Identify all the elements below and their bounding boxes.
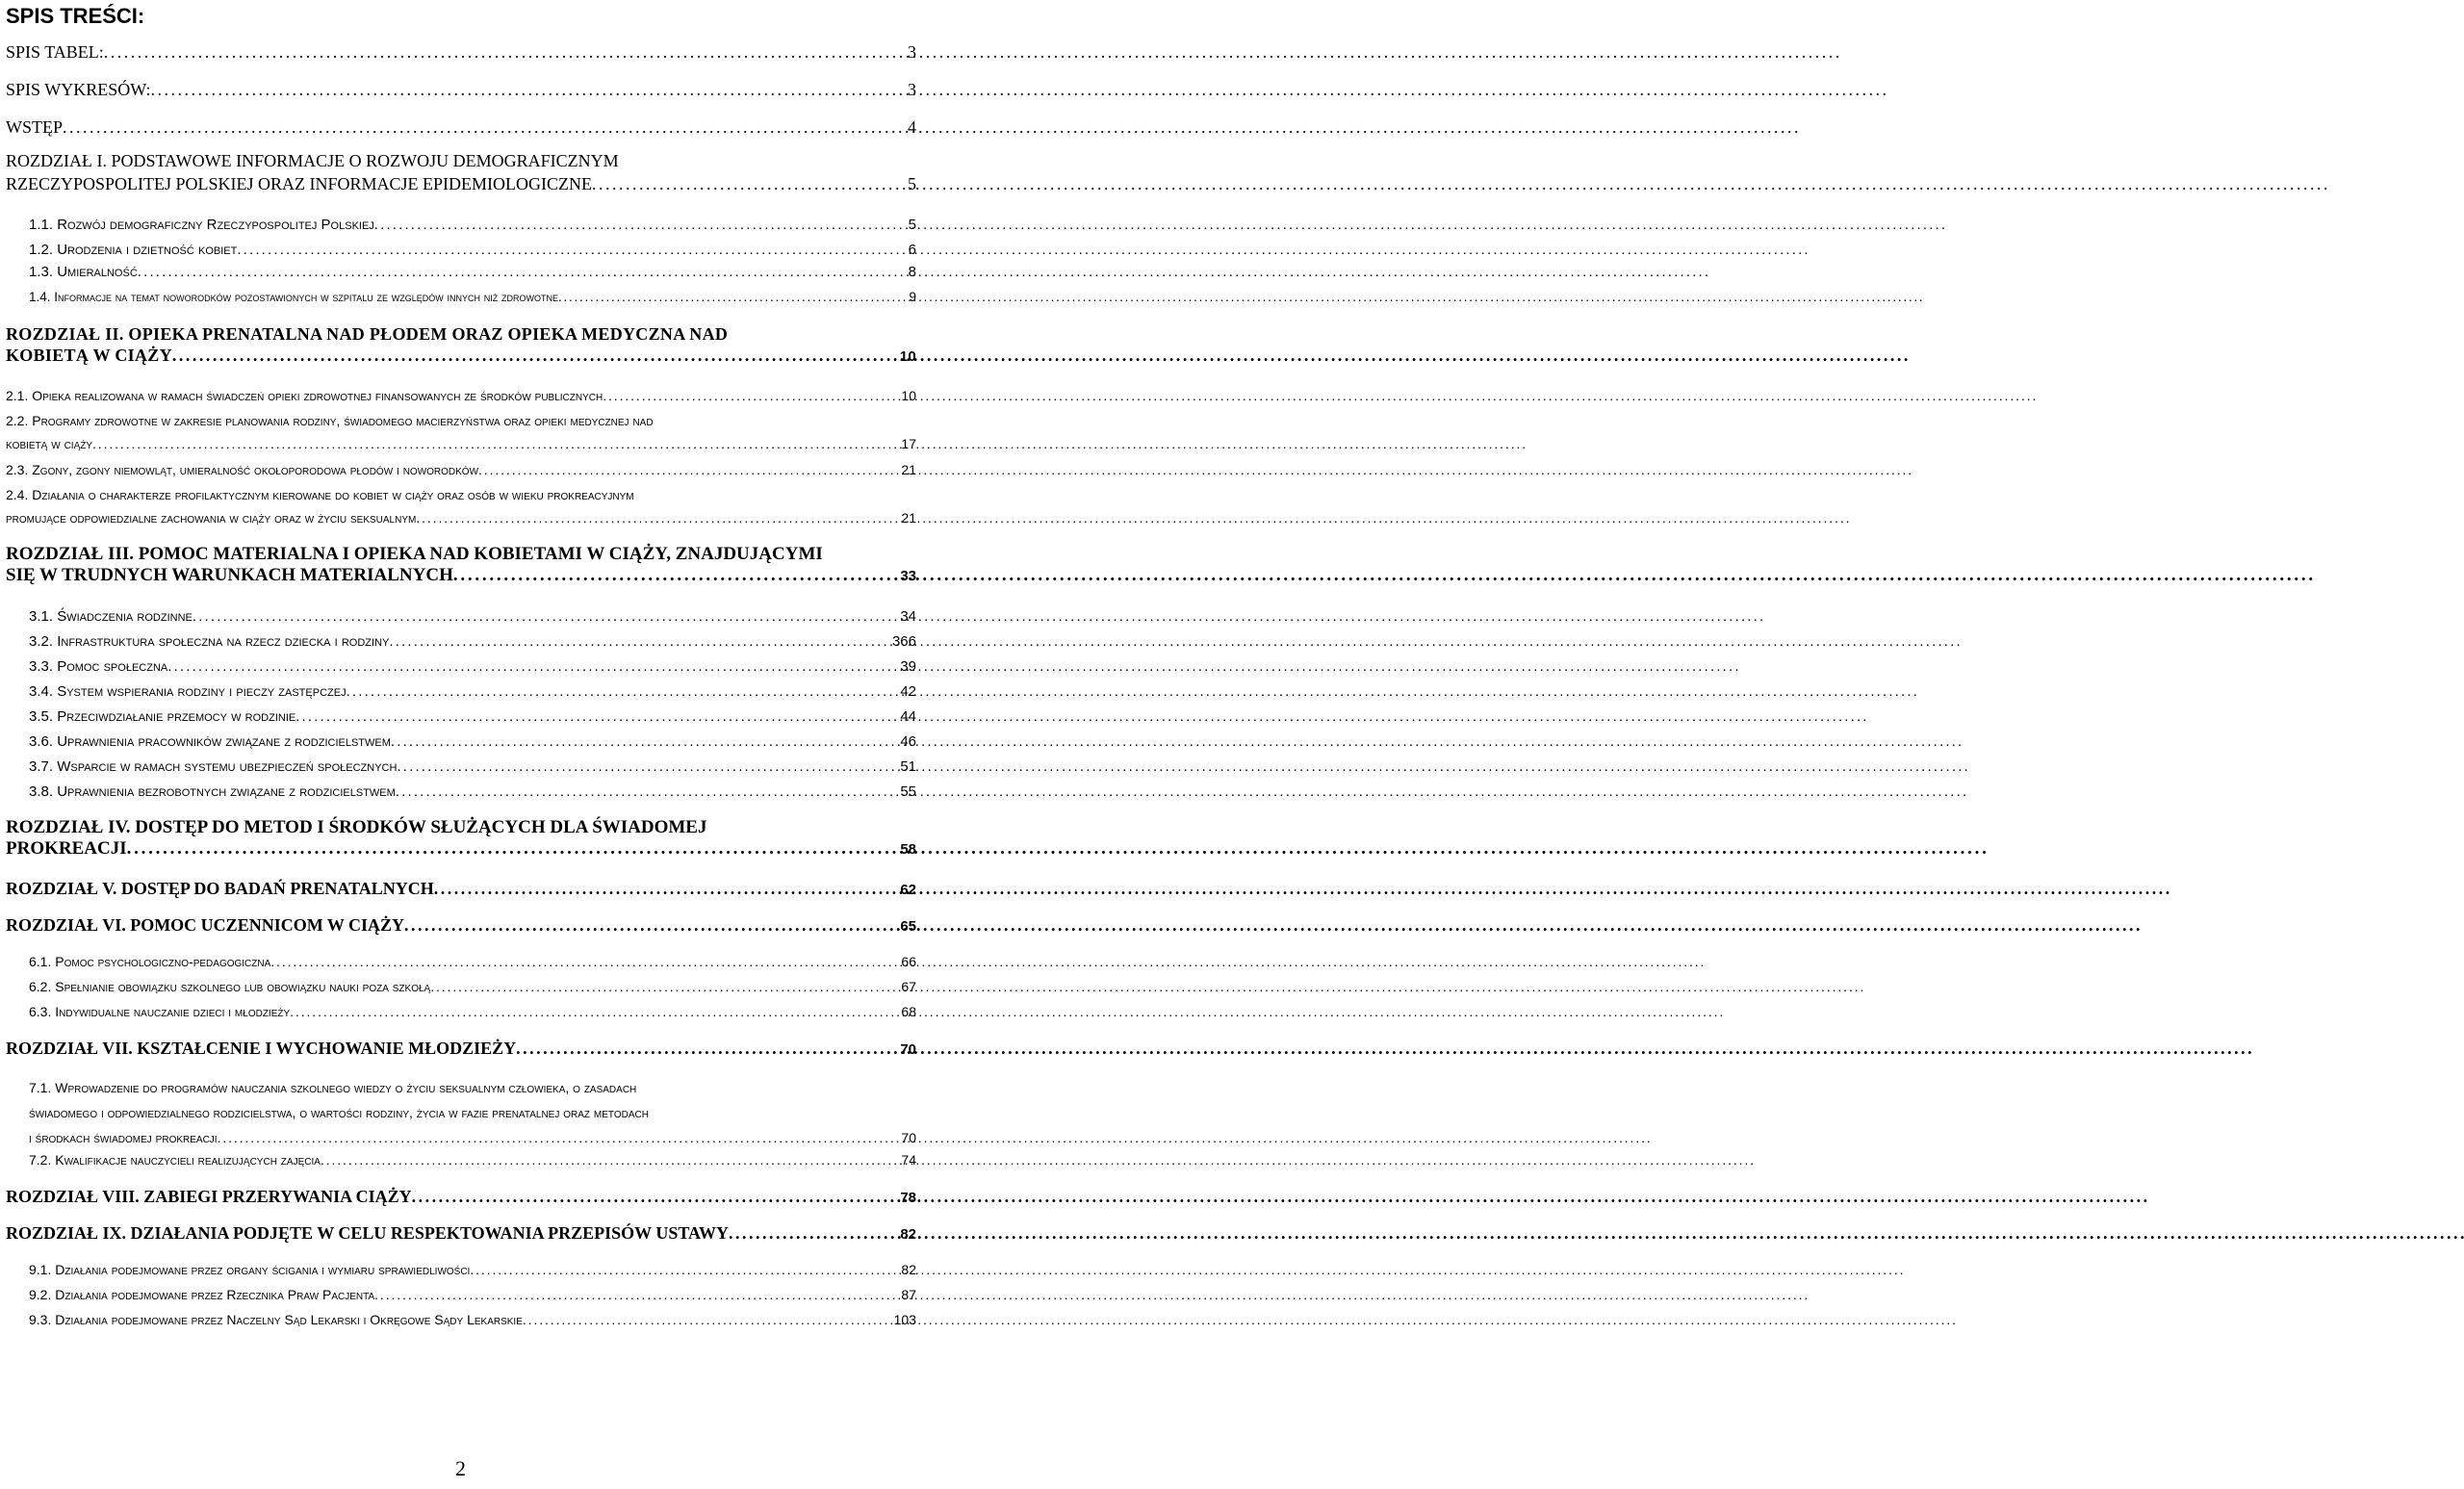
page-number: 3 (908, 80, 916, 99)
page-number: 103 (893, 1312, 916, 1327)
footer-page-number: 2 (455, 1456, 466, 1480)
page-number: 5 (908, 174, 916, 193)
page-number: 70 (901, 1130, 916, 1145)
toc-entry-1-3[interactable]: 1.3. Umieralność . . . 8 (29, 264, 916, 281)
page-number: 70 (900, 1041, 916, 1058)
page-number: 74 (901, 1152, 916, 1168)
page-number: 82 (901, 1262, 916, 1277)
page-number: 78 (900, 1190, 916, 1206)
toc-entry-9-2[interactable]: 9.2. Działania podejmowane przez Rzecznika Praw Pacjenta . . . 87 (29, 1286, 916, 1303)
page-number: 3 (908, 42, 916, 62)
toc-entry-9-3[interactable]: 9.3. Działania podejmowane przez Naczelny Sąd Lekarski i Okręgowe Sądy Lekarskie . . . 103 (29, 1311, 916, 1328)
toc-entry-1-1[interactable]: 1.1. Rozwój demograficzny Rzeczypospolitej Polskiej . . . 5 (29, 217, 916, 234)
toc-entry-1-4[interactable]: 1.4. Informacje na temat noworodków pozostawionych w szpitalu ze względów innych niż zdrowotne . . . 9 (29, 289, 916, 306)
toc-entry-2-4[interactable]: 2.4. Działania o charakterze profilaktycznym kierowane do kobiet w ciąży oraz osób w wieku prokreacyjnym promujące odpowiedzialne zachowania w ciąży oraz w życiu seksualnym . . . 21 (6, 484, 916, 528)
page-number: 17 (901, 436, 916, 451)
page-number: 33 (900, 568, 916, 584)
toc-entry-6-3[interactable]: 6.3. Indywidualne nauczanie dzieci i młodzieży . . . 68 (29, 1003, 916, 1020)
page-number: 42 (900, 683, 916, 700)
toc-entry-9-1[interactable]: 9.1. Działania podejmowane przez organy ścigania i wymiaru sprawiedliwości . . . 82 (29, 1261, 916, 1278)
toc-entry-2-1[interactable]: 2.1. Opieka realizowana w ramach świadczeń opieki zdrowotnej finansowanych ze środków publicznych . . . 10 (6, 385, 916, 406)
toc-entry-chapter-2[interactable]: ROZDZIAŁ II. OPIEKA PRENATALNA NAD PŁODEM ORAZ OPIEKA MEDYCZNA NAD KOBIETĄ W CIĄŻY . . . 10 (6, 323, 916, 368)
page-title: SPIS TREŚCI: (6, 4, 145, 28)
toc-entry-3-7[interactable]: 3.7. Wsparcie w ramach systemu ubezpieczeń społecznych . . . 51 (29, 758, 916, 776)
page-number: 55 (900, 783, 916, 800)
page-number: 8 (908, 264, 916, 280)
toc-entry-chapter-4[interactable]: ROZDZIAŁ IV. DOSTĘP DO METOD I ŚRODKÓW SŁUŻĄCYCH DLA ŚWIADOMEJ PROKREACJI . . . 58 (6, 817, 916, 860)
toc-entry-chapter-7[interactable]: ROZDZIAŁ VII. KSZTAŁCENIE I WYCHOWANIE MŁODZIEŻY . . . 70 (6, 1038, 916, 1061)
page-number: 34 (900, 608, 916, 625)
page-number: 66 (901, 954, 916, 969)
page-number: 44 (900, 708, 916, 725)
page-number: 46 (900, 733, 916, 750)
page-number: 67 (901, 979, 916, 994)
toc-entry-7-1[interactable]: 7.1. Wprowadzenie do programów nauczania szkolnego wiedzy o życiu seksualnym człowieka, o zasadach świadomego i odpowiedzialnego rodzicielstwa, o wartości rodziny, życia w fazie prenatalnej oraz metodach i środkach świadomej prokreacji . . . 70 (29, 1075, 916, 1150)
toc-entry-chapter-9[interactable]: ROZDZIAŁ IX. DZIAŁANIA PODJĘTE W CELU RESPEKTOWANIA PRZEPISÓW USTAWY . . . 82 (6, 1222, 916, 1245)
toc-entry-spis-wykresow[interactable]: SPIS WYKRESÓW: . . . 3 (6, 79, 916, 100)
page-number: 68 (901, 1004, 916, 1019)
page-number: 21 (901, 462, 916, 477)
toc-entry-3-5[interactable]: 3.5. Przeciwdziałanie przemocy w rodzinie . . . 44 (29, 708, 916, 726)
page-number: 4 (908, 117, 916, 137)
page-number: 21 (901, 510, 916, 526)
toc-entry-2-3[interactable]: 2.3. Zgony, zgony niemowląt, umieralność okołoporodowa płodów i noworodków . . . 21 (6, 459, 916, 480)
page-number: 9 (909, 290, 916, 304)
toc-entry-3-3[interactable]: 3.3. Pomoc społeczna . . . 39 (29, 658, 916, 676)
toc-entry-2-2[interactable]: 2.2. Programy zdrowotne w zakresie planowania rodziny, świadomego macierzyństwa oraz opieki medycznej nad kobietą w ciąży . . . 17 (6, 410, 916, 454)
toc-entry-3-4[interactable]: 3.4. System wspierania rodziny i pieczy zastępczej . . . 42 (29, 683, 916, 701)
toc-entry-3-2[interactable]: 3.2. Infrastruktura społeczna na rzecz dziecka i rodziny . . . 366 (29, 633, 916, 651)
toc-entry-spis-tabel[interactable]: SPIS TABEL: . . . 3 (6, 41, 916, 63)
toc-entry-6-2[interactable]: 6.2. Spełnianie obowiązku szkolnego lub obowiązku nauki poza szkołą . . . 67 (29, 978, 916, 995)
toc-entry-chapter-3[interactable]: ROZDZIAŁ III. POMOC MATERIALNA I OPIEKA NAD KOBIETAMI W CIĄŻY, ZNAJDUJĄCYMI SIĘ W TRUDNYCH WARUNKACH MATERIALNYCH . . . 33 (6, 544, 916, 587)
page-number: 65 (900, 918, 916, 935)
page-number: 10 (901, 388, 916, 403)
page-number: 10 (899, 348, 916, 365)
toc-entry-chapter-1[interactable]: ROZDZIAŁ I. PODSTAWOWE INFORMACJE O ROZWOJU DEMOGRAFICZNYM RZECZYPOSPOLITEJ POLSKIEJ ORAZ INFORMACJE EPIDEMIOLOGICZNE . . . 5 (6, 149, 916, 195)
page-number: 87 (901, 1287, 916, 1302)
toc-entry-3-6[interactable]: 3.6. Uprawnienia pracowników związane z rodzicielstwem . . . 46 (29, 733, 916, 751)
toc-entry-chapter-8[interactable]: ROZDZIAŁ VIII. ZABIEGI PRZERYWANIA CIĄŻY . . . 78 (6, 1186, 916, 1209)
toc-entry-7-2[interactable]: 7.2. Kwalifikacje nauczycieli realizujących zajęcia . . . 74 (29, 1151, 916, 1168)
toc-entry-3-8[interactable]: 3.8. Uprawnienia bezrobotnych związane z rodzicielstwem . . . 55 (29, 783, 916, 801)
page-number: 58 (900, 841, 916, 858)
page-number: 5 (908, 217, 916, 233)
toc-entry-1-2[interactable]: 1.2. Urodzenia i dzietność kobiet . . . 6 (29, 242, 916, 259)
toc-entry-chapter-6[interactable]: ROZDZIAŁ VI. POMOC UCZENNICOM W CIĄŻY . . . 65 (6, 914, 916, 937)
page-number: 6 (908, 242, 916, 258)
page-number: 366 (891, 633, 916, 650)
page-number: 62 (900, 882, 916, 898)
toc-entry-3-1[interactable]: 3.1. Świadczenia rodzinne . . . 34 (29, 608, 916, 626)
toc-entry-chapter-5[interactable]: ROZDZIAŁ V. DOSTĘP DO BADAŃ PRENATALNYCH . . . 62 (6, 878, 916, 901)
page-number: 39 (900, 658, 916, 675)
toc-page (0, 0, 924, 1489)
toc-entry-6-1[interactable]: 6.1. Pomoc psychologiczno-pedagogiczna . . . 66 (29, 953, 916, 970)
toc-entry-wstep[interactable]: WSTĘP . . . 4 (6, 116, 916, 138)
page-number: 82 (900, 1226, 916, 1243)
page-number: 51 (900, 758, 916, 775)
